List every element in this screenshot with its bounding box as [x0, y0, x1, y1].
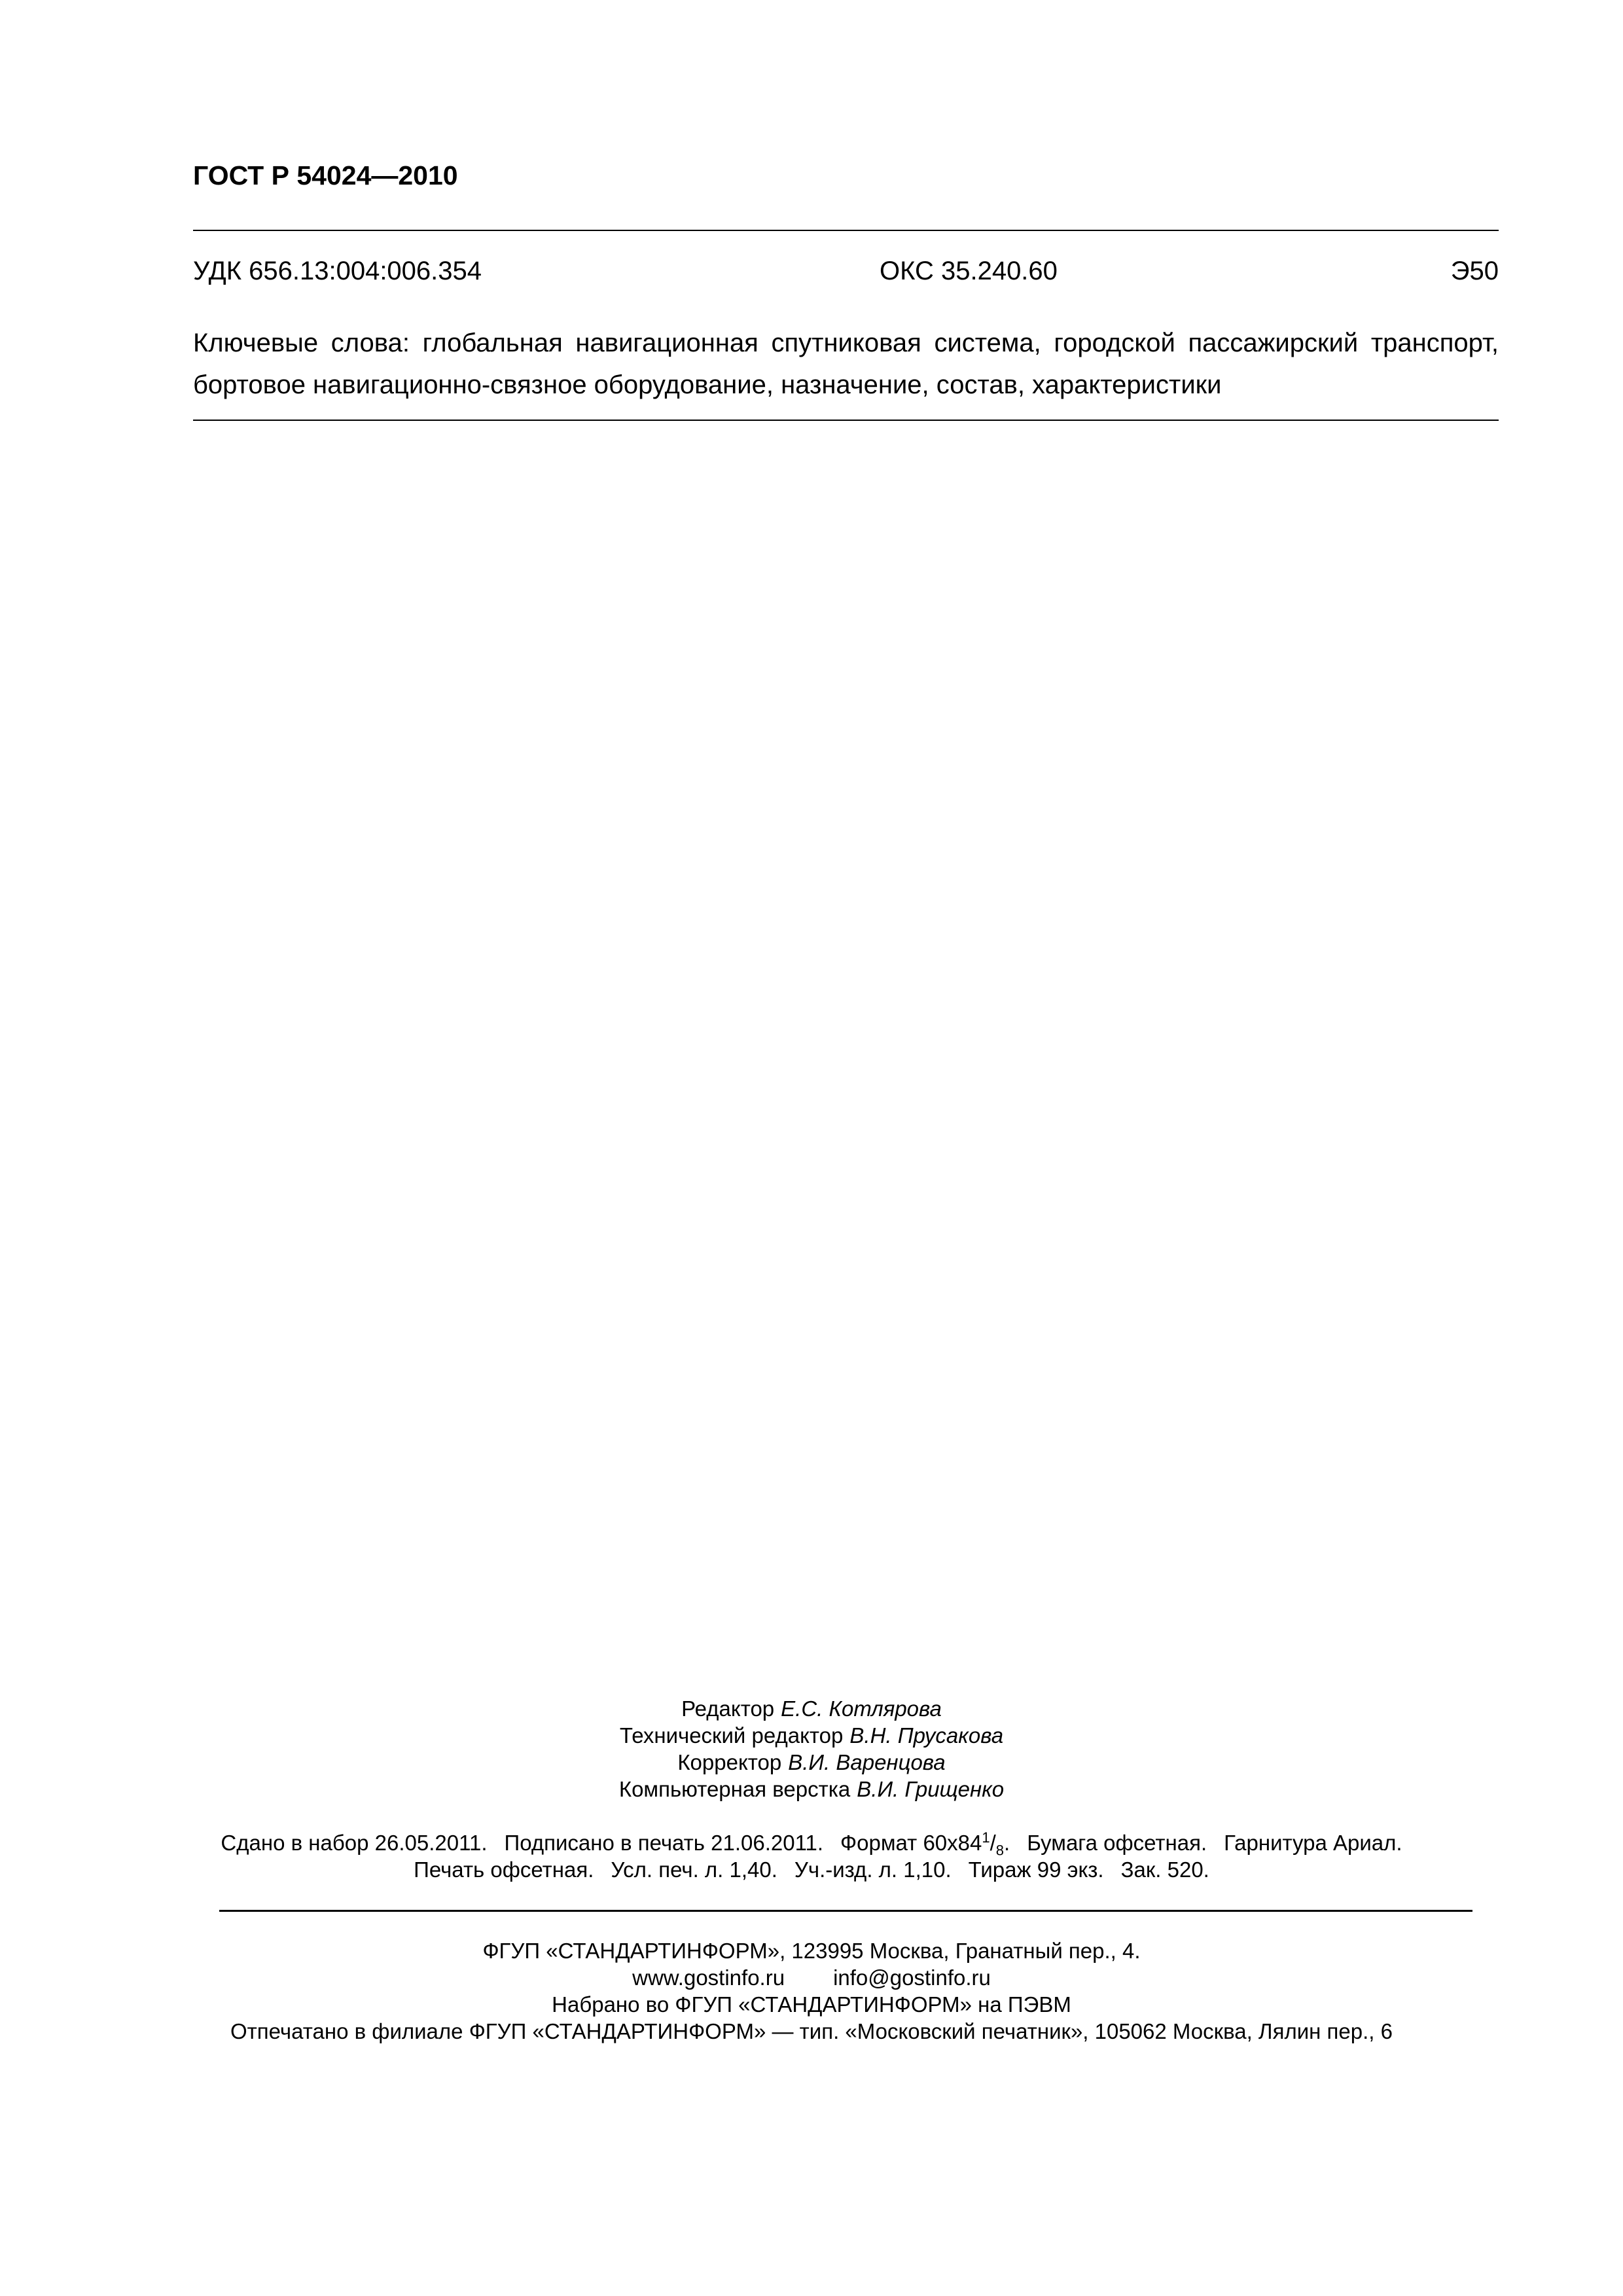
printed-note: Отпечатано в филиале ФГУП «СТАНДАРТИНФОРМ» — тип. «Московский печатник», 105062 Москва, Лялин пер., 6 — [230, 2019, 1393, 2043]
print-format: Формат $60x84^1/_8$. — [840, 1829, 1010, 1859]
credit-person: В.И. Варенцова — [788, 1750, 946, 1774]
email-link[interactable]: info@gostinfo.ru — [833, 1965, 991, 1990]
print-info-line-2 — [0, 1856, 1623, 1883]
publisher-block — [0, 1937, 1623, 2045]
publisher-contacts — [0, 1964, 1623, 1991]
credit-editor — [0, 1695, 1623, 1722]
keywords-line-1: Ключевые слова: глобальная навигационная спутниковая система, городской пассажирский транспорт, — [193, 329, 1499, 357]
keywords-line-2: бортовое навигационно-связное оборудование, назначение, состав, характеристики — [193, 370, 1222, 399]
conventional-sheets: Усл. печ. л. 1,40. — [611, 1857, 777, 1882]
credit-role: Редактор — [681, 1696, 775, 1721]
print-info-block — [0, 1829, 1623, 1883]
standard-code: ГОСТ Р 54024—2010 — [193, 160, 458, 190]
oks-code: ОКС 35.240.60 — [880, 257, 1058, 285]
credit-role: Корректор — [677, 1750, 782, 1774]
credit-technical-editor — [0, 1722, 1623, 1749]
signed-date: Подписано в печать 21.06.2011. — [504, 1831, 824, 1855]
credit-role: Компьютерная верстка — [618, 1777, 851, 1801]
credit-role: Технический редактор — [619, 1723, 844, 1748]
keywords-divider — [193, 420, 1499, 421]
typeface: Гарнитура Ариал. — [1224, 1831, 1402, 1855]
print-info-line-1 — [0, 1829, 1623, 1859]
imprint-divider — [219, 1910, 1472, 1912]
publishing-sheets: Уч.-изд. л. 1,10. — [794, 1857, 952, 1882]
credit-person: В.Н. Прусакова — [849, 1723, 1004, 1748]
top-divider — [193, 230, 1499, 231]
typeset-note: Набрано во ФГУП «СТАНДАРТИНФОРМ» на ПЭВМ — [552, 1992, 1071, 2017]
credits-block — [0, 1695, 1623, 1803]
website-link[interactable]: www.gostinfo.ru — [632, 1965, 785, 1990]
credit-person: В.И. Грищенко — [857, 1777, 1005, 1801]
group-code: Э50 — [1450, 257, 1499, 285]
credit-person: Е.С. Котлярова — [781, 1696, 942, 1721]
credit-layout — [0, 1776, 1623, 1803]
submitted-date: Сдано в набор 26.05.2011. — [221, 1831, 488, 1855]
circulation: Тираж 99 экз. — [968, 1857, 1104, 1882]
keywords-block — [193, 322, 1499, 406]
credit-proofreader — [0, 1749, 1623, 1776]
order-number: Зак. 520. — [1120, 1857, 1209, 1882]
paper-type: Бумага офсетная. — [1027, 1831, 1207, 1855]
printing-method: Печать офсетная. — [414, 1857, 594, 1882]
publisher-address: ФГУП «СТАНДАРТИНФОРМ», 123995 Москва, Гранатный пер., 4. — [482, 1939, 1141, 1963]
udk-code: УДК 656.13:004:006.354 — [193, 257, 482, 285]
